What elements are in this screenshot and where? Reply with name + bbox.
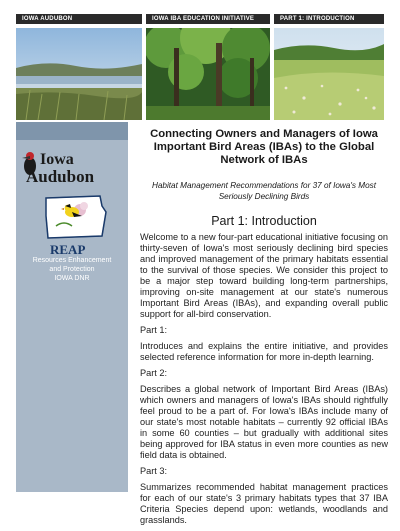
reap-iowa-map-icon: [46, 196, 106, 238]
part2-text: Describes a global network of Important Bird Areas (IBAs) which owners and managers of Iowa's IBAs should rightfully feel proud to be a part of. For Iowa's IBAs include many of our state's most notable habitats – currently 92 official IBAs in some 60 counties – but gradually with additional sites being approved for IBA status in even more counties as new field data is obtained.: [140, 384, 388, 460]
wetland-photo: [16, 28, 142, 120]
header-center: [146, 14, 270, 24]
iowa-audubon-logo: [16, 146, 128, 258]
part3-label: Part 3:: [140, 466, 168, 476]
main-content: [140, 128, 388, 531]
header-right: [274, 14, 384, 24]
section-heading: Part 1: Introduction: [211, 214, 317, 228]
sidebar-strip: [16, 122, 128, 140]
document-title: Connecting Owners and Managers of Iowa Important Bird Areas (IBAs) to the Global Network of IBAs: [150, 128, 378, 166]
reap-label: REAP: [50, 242, 86, 257]
reap-caption: [16, 256, 128, 283]
logo-word-2: Audubon: [26, 167, 95, 186]
header-center-label: IOWA IBA EDUCATION INITIATIVE: [152, 16, 255, 22]
header-left-label: IOWA AUDUBON: [22, 16, 73, 22]
woodland-photo: [146, 28, 270, 120]
intro-paragraph: Welcome to a new four-part educational initiative focusing on thirty-seven of Iowa's most seriously declining bird species and improved management of the primary habitats essential to the survival of those species. We consider this project to be a major step toward building long-term partnerships, improving on-site management at our state's numerous Important Bird Areas (IBAs), and expanding overall public support for all-bird conservation.: [140, 232, 388, 319]
part2-label: Part 2:: [140, 368, 168, 378]
header-right-label: PART 1: INTRODUCTION: [280, 16, 355, 22]
logo-word-1: Iowa: [40, 151, 74, 168]
grassland-photo: [274, 28, 384, 120]
reap-caption-line-3: IOWA DNR: [54, 275, 90, 282]
document-subtitle: Habitat Management Recommendations for 37 of Iowa's Most Seriously Declining Birds: [151, 181, 377, 201]
part1-label: Part 1:: [140, 325, 168, 335]
part3-text: Summarizes recommended habitat management practices for each of our state's 3 primary habitats types that 37 IBA Criteria Species depend upon: wetlands, woodlands and grasslands.: [140, 482, 388, 525]
part1-text: Introduces and explains the entire initiative, and provides selected reference information for more in-depth learning.: [140, 341, 388, 362]
header-left: [16, 14, 142, 24]
reap-caption-line-1: Resources Enhancement: [32, 257, 112, 264]
reap-caption-line-2: and Protection: [49, 266, 95, 273]
